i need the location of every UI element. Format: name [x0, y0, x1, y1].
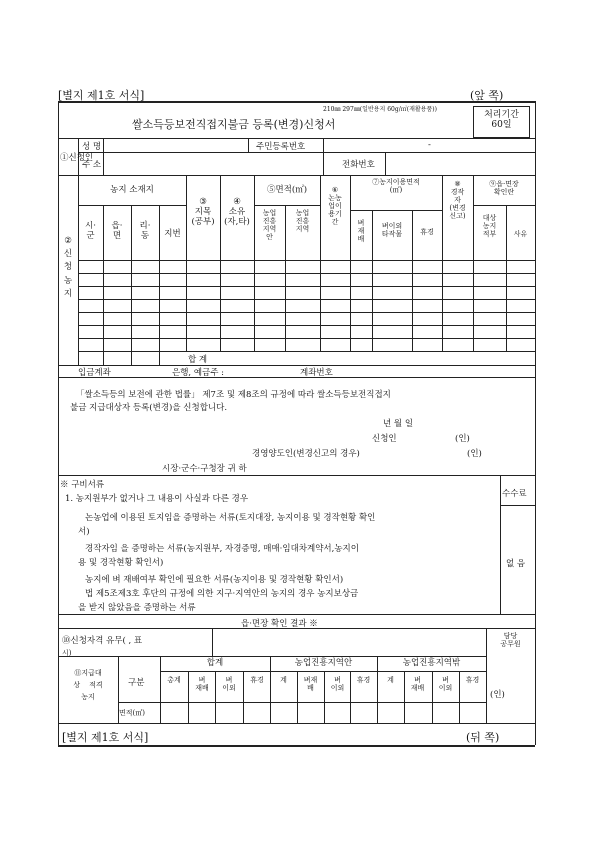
- doc-item-6: 농지에 벼 재배여부 확인에 필요한 서류(농지이용 및 경작현황 확인서): [85, 575, 344, 585]
- doc-item-5: 용 및 경작현황 확인서): [78, 558, 164, 568]
- declaration-line1: 「쌀소득등의 보전에 관한 법률」 제7조 및 제8조의 규정에 따라 쌀소득등보전직접지: [76, 390, 391, 400]
- resident-id-field[interactable]: [324, 139, 534, 151]
- col-confirm-reason: 사유: [513, 230, 528, 238]
- col-confirm-target: 대상 농지 적부: [482, 214, 497, 239]
- footer-side: (뒤 쪽): [466, 731, 500, 744]
- doc-item-2: 논농업에 이용된 토지임을 증명하는 서류(토지대장, 농지이용 및 경작현황 확인: [85, 513, 376, 523]
- col-area-promo-out: 농업 진흥 지역: [295, 209, 310, 234]
- sub-col-header: 계: [387, 676, 394, 684]
- processing-period-value: 60일: [491, 120, 512, 131]
- sub-col-header: 휴경: [250, 676, 264, 684]
- doc-item-8: 을 받지 않았음을 증명하는 서류: [78, 603, 196, 613]
- fee-label: 수수료: [502, 489, 527, 499]
- address-field[interactable]: [104, 153, 322, 174]
- in-zone-group-header: 농업진흥지역안: [294, 658, 353, 668]
- declaration-line2: 불금 지급대상자 등록(변경)을 신청합니다.: [70, 403, 228, 413]
- qualification-tail: 시): [62, 649, 72, 657]
- sub-col-header: 계: [280, 676, 287, 684]
- confirmation-title: 읍·면장 확인 결과 ※: [241, 619, 318, 629]
- doc-item-1: 1. 농지원부가 없거나 그 내용이 사실과 다른 경우: [65, 494, 249, 504]
- total-group-header: 합계: [206, 658, 224, 668]
- form-title: 쌀소득등보전직접지불금 등록(변경)신청서: [132, 118, 336, 131]
- resident-id-dash: -: [428, 140, 431, 150]
- col-use-rice: 벼 재 배: [357, 219, 365, 244]
- form-id: [별지 제1호 서식]: [58, 89, 145, 102]
- declaration-seal2: (인): [467, 449, 482, 459]
- col-cultivator: ⑧ 경작 자 (변경 신고): [449, 180, 466, 221]
- sub-col-header: 벼 이외: [438, 676, 453, 693]
- gubun-label: 구분: [128, 678, 145, 688]
- col-jimok: ③ 지목 (공부): [191, 197, 215, 227]
- processing-period-label: 처리기간: [484, 110, 519, 120]
- footer-form-id: [별지 제1호 서식]: [62, 731, 149, 744]
- col-ownership: ④ 소유 (자,타): [224, 197, 250, 227]
- official-label: 담당 공무원: [500, 632, 521, 649]
- official-seal: (인): [490, 690, 505, 700]
- sub-col-header: 벼 재배: [410, 676, 425, 693]
- applicant-label: ①신청인: [60, 153, 94, 163]
- account-field[interactable]: [345, 365, 534, 377]
- col-area-header: ⑤면적(㎡): [266, 185, 308, 195]
- declaration-recipient: 시장·군수·구청장 귀 하: [162, 464, 247, 474]
- account-label: 입금계좌: [78, 368, 111, 378]
- declaration-seal1: (인): [455, 434, 470, 444]
- name-label: 성 명: [82, 142, 102, 152]
- col-use-header: ⑦농지이용면적 (㎡): [372, 178, 420, 195]
- land-location-header: 농지 소재지: [110, 185, 154, 195]
- declaration-applicant: 신청인: [372, 434, 397, 444]
- resident-id-label: 주민등록번호: [256, 142, 306, 152]
- doc-item-3: 서): [78, 527, 90, 537]
- eligible-land-label: ⑪지급대 상 적격 농지: [73, 669, 103, 701]
- sub-col-header: 휴경: [356, 676, 371, 684]
- account-number-label: 계좌번호: [300, 368, 333, 378]
- sub-col-header: 벼 재배: [195, 676, 209, 693]
- sub-col-header: 벼 이외: [330, 676, 345, 693]
- land-total-label: 합 계: [188, 355, 208, 365]
- col-area-promo-in: 농업 진흥 지역 안: [262, 209, 277, 242]
- qualification-label: ⑩신청자격 유무( , 표: [62, 636, 143, 646]
- area-row-label: 면적(㎡): [119, 709, 145, 717]
- out-zone-group-header: 농업진흥지역밖: [402, 658, 461, 668]
- col-si-gun: 시· 군: [85, 221, 96, 241]
- sub-col-header: 벼재 배: [303, 676, 318, 693]
- sub-col-header: 총계: [167, 676, 181, 684]
- sub-col-header: 휴경: [465, 676, 480, 684]
- declaration-date: 년 월 일: [383, 419, 414, 429]
- documents-heading: ※ 구비서류: [60, 480, 105, 490]
- fee-value: 없 음: [506, 559, 526, 569]
- address-label: 주 소: [82, 160, 102, 170]
- land-side-label: ② 신 청 농 지: [63, 236, 73, 299]
- phone-label: 전화번호: [342, 160, 375, 170]
- col-eup-myeon: 읍· 면: [111, 221, 123, 241]
- col-use-fallow: 휴경: [420, 228, 434, 236]
- page-side: (앞 쪽): [470, 89, 504, 102]
- sub-col-header: 벼 이외: [222, 676, 236, 693]
- col-confirm-header: ⑨읍·면장 확인란: [489, 180, 519, 197]
- col-use-nonrice: 벼이외 타작물: [381, 222, 403, 239]
- doc-item-4: 경작자임 을 증명하는 서류(농지원부, 자경증명, 매매·임대차계약서,농지이: [85, 544, 359, 554]
- paper-size-note: 210㎜ 297㎜(일반용지 60g/㎡(재활용품)): [323, 106, 437, 113]
- name-field[interactable]: [104, 139, 247, 151]
- declaration-heir: 경영양도인(변경신고의 경우): [252, 449, 360, 459]
- col-jibeon: 지번: [164, 229, 181, 239]
- doc-item-7: 법 제5조제3호 후단의 규정에 의한 지구·지역안의 농지의 경우 농지보상금: [85, 589, 359, 599]
- bank-text: 은행, 예금주 :: [172, 368, 225, 378]
- col-paddy-period: ⑥ 논농 업이 용기 간: [328, 186, 342, 227]
- phone-field[interactable]: [386, 153, 534, 174]
- processing-period-box: [473, 106, 530, 138]
- col-ri-dong: 리· 동: [139, 221, 151, 241]
